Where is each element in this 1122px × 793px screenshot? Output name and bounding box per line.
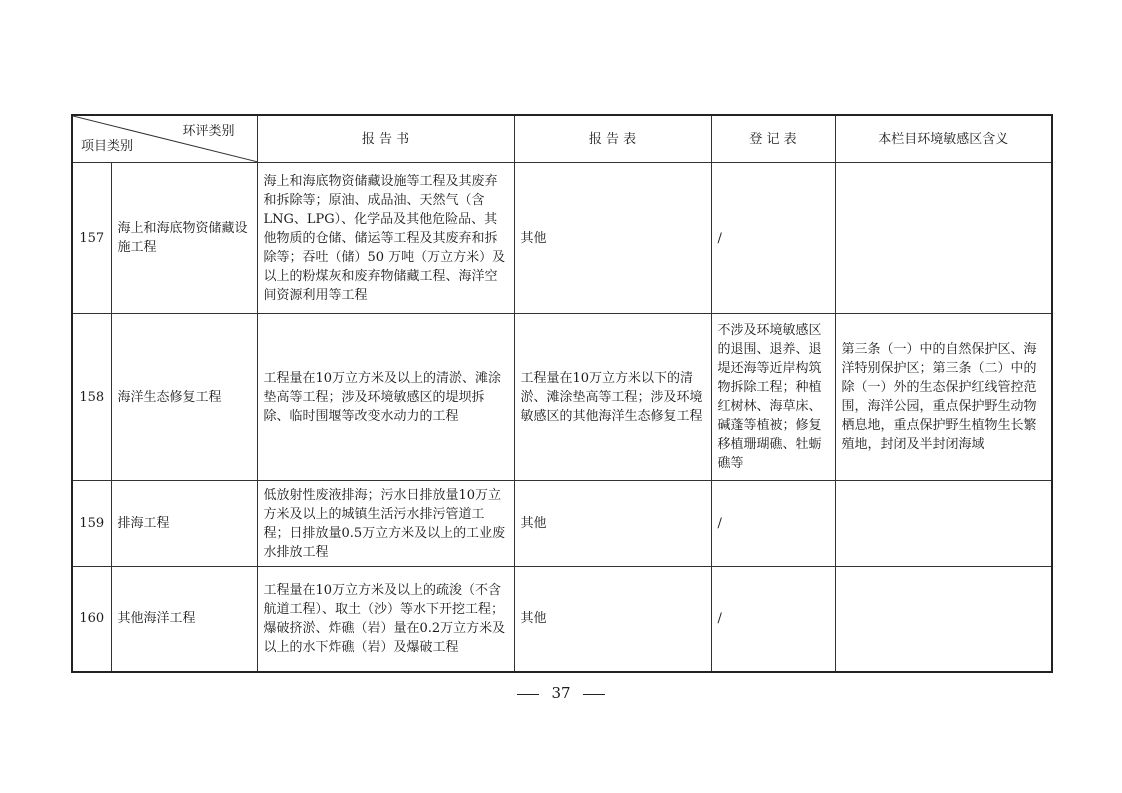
project-category: 其他海洋工程 (111, 567, 257, 672)
report-book-cell: 工程量在10万立方米及以上的疏浚（不含航道工程）、取土（沙）等水下开挖工程；爆破挤淤、炸礁（岩）量在0.2万立方米及以上的水下炸礁（岩）及爆破工程 (257, 567, 514, 672)
table-row (72, 163, 1052, 314)
report-book-cell: 海上和海底物资储藏设施等工程及其废弃和拆除等；原油、成品油、天然气（含LNG、LPG）、化学品及其他危险品、其他物质的仓储、储运等工程及其废弃和拆除等；吞吐（储）50 万吨（万立方米）及以上的粉煤灰和废弃物储藏工程、海洋空间资源利用等工程 (257, 163, 514, 314)
report-form-cell: 其他 (514, 163, 711, 314)
table-header-row (72, 115, 1052, 163)
header-eia-category: 环评类别 (182, 124, 235, 139)
project-category: 排海工程 (111, 481, 257, 567)
project-category: 海洋生态修复工程 (111, 314, 257, 481)
registration-cell: 不涉及环境敏感区的退围、退养、退堤还海等近岸构筑物拆除工程；种植红树林、海草床、碱蓬等植被；修复移植珊瑚礁、牡蛎礁等 (711, 314, 835, 481)
report-form-cell: 其他 (514, 567, 711, 672)
table-row (72, 314, 1052, 481)
classification-table (71, 114, 1053, 673)
row-number: 160 (72, 567, 111, 672)
registration-cell: / (711, 163, 835, 314)
header-report-form: 报 告 表 (514, 115, 711, 163)
row-number: 157 (72, 163, 111, 314)
sensitive-area-cell (835, 567, 1052, 672)
table-row (72, 481, 1052, 567)
sensitive-area-cell: 第三条（一）中的自然保护区、海洋特别保护区；第三条（二）中的除（一）外的生态保护红线管控范围，海洋公园，重点保护野生动物栖息地，重点保护野生植物生长繁殖地，封闭及半封闭海域 (835, 314, 1052, 481)
row-number: 159 (72, 481, 111, 567)
report-book-cell: 工程量在10万立方米及以上的清淤、滩涂垫高等工程；涉及环境敏感区的堤坝拆除、临时围堰等改变水动力的工程 (257, 314, 514, 481)
header-report-book: 报 告 书 (257, 115, 514, 163)
row-number: 158 (72, 314, 111, 481)
header-registration: 登 记 表 (711, 115, 835, 163)
page-footer (0, 684, 1122, 702)
footer-dash-left (517, 694, 539, 695)
header-sensitive-area: 本栏目环境敏感区含义 (835, 115, 1052, 163)
report-form-cell: 工程量在10万立方米以下的清淤、滩涂垫高等工程；涉及环境敏感区的其他海洋生态修复工程 (514, 314, 711, 481)
report-book-cell: 低放射性废液排海；污水日排放量10万立方米及以上的城镇生活污水排污管道工程；日排放量0.5万立方米及以上的工业废水排放工程 (257, 481, 514, 567)
project-category: 海上和海底物资储藏设施工程 (111, 163, 257, 314)
sensitive-area-cell (835, 163, 1052, 314)
sensitive-area-cell (835, 481, 1052, 567)
report-form-cell: 其他 (514, 481, 711, 567)
registration-cell: / (711, 567, 835, 672)
registration-cell: / (711, 481, 835, 567)
diagonal-header-cell (72, 115, 257, 163)
header-project-category: 项目类别 (81, 139, 134, 154)
footer-dash-right (583, 694, 605, 695)
page-number: 37 (551, 684, 571, 702)
table-row (72, 567, 1052, 672)
